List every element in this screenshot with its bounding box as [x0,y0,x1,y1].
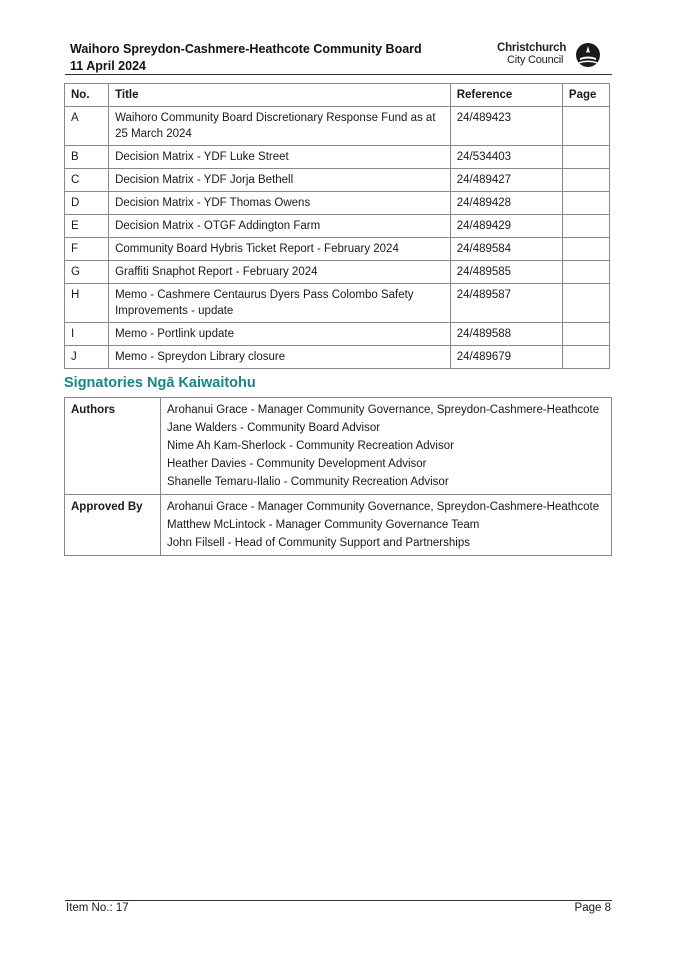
attachment-reference: 24/489429 [450,215,562,238]
attachment-page [562,261,609,284]
attachment-no: H [65,284,109,323]
signatory-name: Jane Walders - Community Board Advisor [167,422,381,434]
table-row [65,261,610,284]
meeting-date: 11 April 2024 [70,59,146,73]
header-divider [65,74,612,75]
column-header-page: Page [562,84,609,107]
attachment-page [562,169,609,192]
attachment-title: Memo - Spreydon Library closure [109,346,451,369]
attachment-no: F [65,238,109,261]
table-row [65,238,610,261]
attachment-page [562,238,609,261]
column-header-reference: Reference [450,84,562,107]
attachment-reference: 24/489427 [450,169,562,192]
signatory-group-row [65,398,612,495]
table-row [65,107,610,146]
attachment-reference: 24/534403 [450,146,562,169]
attachment-title: Waihoro Community Board Discretionary Response Fund as at 25 March 2024 [109,107,451,146]
attachment-reference: 24/489679 [450,346,562,369]
table-row [65,284,610,323]
page-number: Page 8 [574,902,611,914]
attachment-no: D [65,192,109,215]
signatory-name: Arohanui Grace - Manager Community Governance, Spreydon-Cashmere-Heathcote [167,501,600,513]
signatory-names [161,398,612,495]
signatory-names [161,495,612,556]
signatory-name: Heather Davies - Community Development Advisor [167,458,427,470]
signatory-name: Arohanui Grace - Manager Community Governance, Spreydon-Cashmere-Heathcote [167,404,600,416]
signatory-name: Shanelle Temaru-Ilalio - Community Recreation Advisor [167,476,449,488]
attachment-title: Decision Matrix - YDF Thomas Owens [109,192,451,215]
column-header-title: Title [109,84,451,107]
board-name: Waihoro Spreydon-Cashmere-Heathcote Community Board [70,42,422,56]
attachment-title: Decision Matrix - YDF Jorja Bethell [109,169,451,192]
attachment-no: G [65,261,109,284]
attachment-reference: 24/489585 [450,261,562,284]
attachment-no: E [65,215,109,238]
signatory-name: John Filsell - Head of Community Support and Partnerships [167,537,470,549]
table-row [65,146,610,169]
attachment-no: I [65,323,109,346]
signatory-role: Authors [65,398,161,495]
attachment-title: Decision Matrix - OTGF Addington Farm [109,215,451,238]
attachment-page [562,346,609,369]
table-row [65,215,610,238]
attachment-reference: 24/489584 [450,238,562,261]
attachment-title: Graffiti Snaphot Report - February 2024 [109,261,451,284]
signatories-heading: Signatories Ngā Kaiwaitohu [64,375,256,391]
attachment-title: Memo - Portlink update [109,323,451,346]
attachment-title: Community Board Hybris Ticket Report - February 2024 [109,238,451,261]
cathedral-icon [575,42,601,68]
item-number: Item No.: 17 [66,902,129,914]
table-header-row [65,84,610,107]
signatory-name: Matthew McLintock - Manager Community Governance Team [167,519,480,531]
attachment-no: B [65,146,109,169]
logo-text-line2: City Council [507,54,564,66]
column-header-no: No. [65,84,109,107]
logo-text-line1: Christchurch [497,42,567,54]
attachment-page [562,192,609,215]
signatories-table [64,397,612,556]
attachment-reference: 24/489587 [450,284,562,323]
signatory-role: Approved By [65,495,161,556]
attachment-reference: 24/489428 [450,192,562,215]
attachment-title: Decision Matrix - YDF Luke Street [109,146,451,169]
footer-divider [65,900,612,901]
table-row [65,192,610,215]
attachment-no: C [65,169,109,192]
attachment-no: J [65,346,109,369]
attachment-reference: 24/489423 [450,107,562,146]
attachment-page [562,323,609,346]
table-row [65,346,610,369]
attachment-page [562,215,609,238]
attachments-table [64,83,610,369]
attachment-page [562,146,609,169]
attachment-page [562,107,609,146]
table-row [65,169,610,192]
attachment-title: Memo - Cashmere Centaurus Dyers Pass Colombo Safety Improvements - update [109,284,451,323]
council-logo [497,42,602,68]
table-row [65,323,610,346]
signatory-group-row [65,495,612,556]
attachment-no: A [65,107,109,146]
attachment-reference: 24/489588 [450,323,562,346]
signatory-name: Nime Ah Kam-Sherlock - Community Recreation Advisor [167,440,454,452]
attachment-page [562,284,609,323]
